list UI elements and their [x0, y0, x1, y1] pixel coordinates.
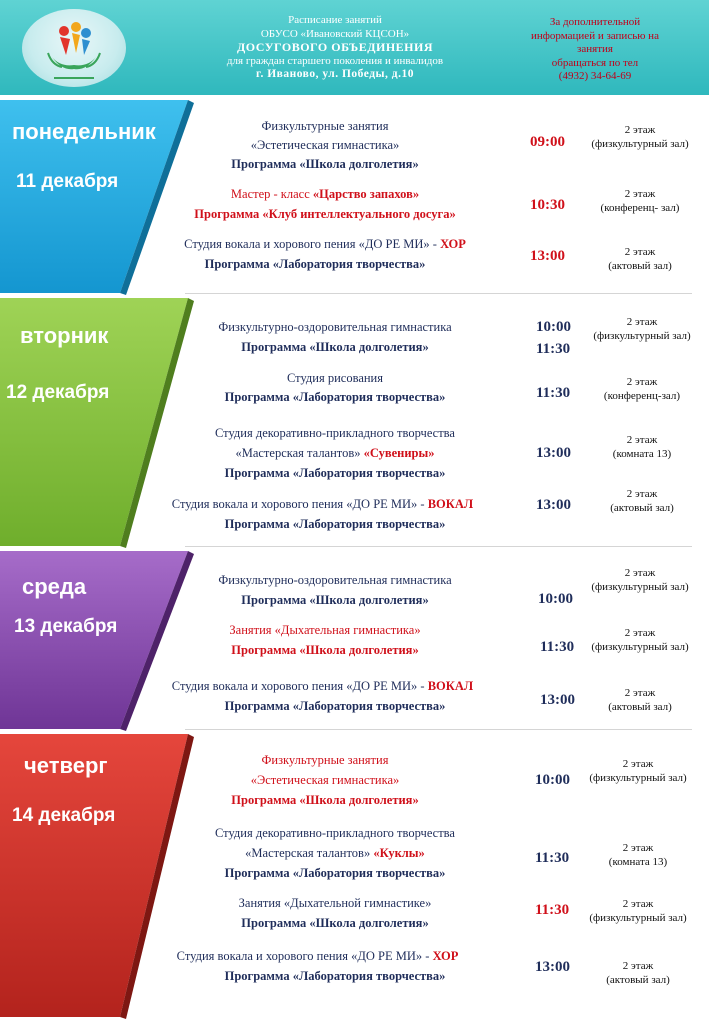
day-date: 13 декабря — [14, 616, 118, 637]
time-slot: 10:00 — [538, 591, 573, 607]
time-slot: 13:00 — [536, 445, 571, 461]
session-line — [185, 446, 485, 461]
location-room: (физкультурный зал) — [591, 581, 689, 593]
location-floor: 2 этаж — [626, 488, 658, 500]
program-line: Программа «Школа долголетия» — [241, 916, 429, 930]
location — [580, 187, 700, 215]
session-text: Студия вокала и хорового пения «ДО РЕ МИ» - — [171, 497, 428, 511]
location-room: (актовый зал) — [606, 974, 670, 986]
location — [582, 375, 702, 403]
location — [580, 686, 700, 714]
program-line: Программа «Школа долголетия» — [231, 643, 419, 657]
program-line: Программа «Лаборатория творчества» — [224, 390, 446, 404]
session-text: «Мастерская талантов» — [235, 446, 364, 460]
day-name: вторник — [20, 323, 109, 348]
program-line: Программа «Школа долголетия» — [231, 157, 419, 171]
divider — [185, 293, 692, 294]
location — [582, 433, 702, 461]
family-hands-icon — [22, 9, 126, 87]
contact-line-4: обращаться по тел — [551, 56, 639, 69]
time-slot: 10:30 — [530, 197, 565, 213]
location-floor: 2 этаж — [624, 188, 656, 200]
session-highlight: ВОКАЛ — [427, 497, 474, 511]
program-line: Программа «Школа долголетия» — [231, 793, 419, 807]
session-highlight: ХОР — [432, 949, 459, 963]
session-text: Студия вокала и хорового пения «ДО РЕ МИ» - — [184, 237, 441, 251]
time-slot: 13:00 — [536, 497, 571, 513]
day-date: 12 декабря — [6, 382, 110, 403]
header-line-5: г. Иваново, ул. Победы, д.10 — [256, 68, 414, 80]
location-room: (физкультурный зал) — [591, 138, 689, 150]
day-band-monday — [0, 97, 700, 295]
session-highlight: «Сувениры» — [363, 446, 435, 460]
header-banner — [0, 0, 709, 95]
session-line — [185, 846, 485, 861]
session-line — [185, 187, 465, 202]
contact-line-1: За дополнительной — [549, 16, 641, 28]
location-room: (комната 13) — [612, 448, 672, 460]
session-line: Занятия «Дыхательной гимнастике» — [238, 896, 432, 910]
location — [582, 487, 702, 515]
location-room: (конференц-зал) — [603, 390, 681, 402]
header-title-block — [180, 14, 490, 82]
header-line-2: ОБУСО «Ивановский КЦСОН» — [260, 27, 410, 40]
location-floor: 2 этаж — [622, 758, 654, 770]
day-band-thursday — [0, 731, 700, 1024]
header-line-4: для граждан старшего поколения и инвалидов — [226, 54, 444, 67]
time-slot: 10:00 — [536, 319, 571, 335]
time-slot: 11:30 — [535, 850, 570, 866]
session-line: Студия декоративно-прикладного творчества — [215, 426, 455, 440]
day-date: 11 декабря — [16, 171, 119, 192]
location-room: (актовый зал) — [608, 260, 672, 272]
time-slot: 11:30 — [535, 902, 570, 918]
location-floor: 2 этаж — [622, 898, 654, 910]
session-line: Физкультурно-оздоровительная гимнастика — [218, 320, 452, 334]
location-floor: 2 этаж — [624, 124, 656, 136]
location-room: (физкультурный зал) — [589, 772, 687, 784]
session-highlight: «Царство запахов» — [312, 187, 420, 201]
location-room: (актовый зал) — [608, 701, 672, 713]
session-text: «Мастерская талантов» — [245, 846, 374, 860]
location-floor: 2 этаж — [622, 842, 654, 854]
program-line: Программа «Лаборатория творчества» — [224, 969, 446, 983]
location — [580, 123, 700, 151]
day-name: понедельник — [12, 119, 156, 144]
divider — [185, 546, 692, 547]
program-line: Программа «Лаборатория творчества» — [224, 699, 446, 713]
session-line: Студия рисования — [286, 371, 383, 385]
time-slot: 13:00 — [530, 248, 565, 264]
program-line: Программа «Лаборатория творчества» — [224, 866, 446, 880]
program-line: Программа «Клуб интеллектуального досуга» — [194, 207, 456, 221]
session-line — [150, 237, 500, 252]
session-highlight: «Куклы» — [373, 846, 425, 860]
location-floor: 2 этаж — [626, 434, 658, 446]
program-line: Программа «Лаборатория творчества» — [224, 517, 446, 531]
location-floor: 2 этаж — [624, 627, 656, 639]
time-slot: 13:00 — [540, 692, 575, 708]
day-band-tuesday — [0, 295, 700, 548]
location-room: (актовый зал) — [610, 502, 674, 514]
organization-logo — [22, 9, 126, 87]
contact-line-2: информацией и записью на — [531, 29, 659, 42]
session-line — [140, 497, 505, 512]
session-highlight: ХОР — [440, 237, 466, 251]
session-line — [140, 949, 495, 964]
location — [580, 626, 700, 654]
location-room: (физкультурный зал) — [591, 641, 689, 653]
location-floor: 2 этаж — [624, 246, 656, 258]
divider — [185, 729, 692, 730]
day-name: среда — [22, 574, 87, 599]
location-floor: 2 этаж — [622, 960, 654, 972]
session-line: Физкультурные занятия — [261, 119, 389, 133]
location — [578, 959, 698, 987]
location-room: (физкультурный зал) — [589, 912, 687, 924]
location-room: (физкультурный зал) — [593, 330, 691, 342]
location-floor: 2 этаж — [624, 687, 656, 699]
time-slot: 09:00 — [530, 134, 565, 150]
location-floor: 2 этаж — [626, 376, 658, 388]
time-slot: 13:00 — [535, 959, 570, 975]
program-line: Программа «Лаборатория творчества» — [204, 257, 426, 271]
session-line — [140, 679, 505, 694]
session-highlight: ВОКАЛ — [427, 679, 474, 693]
day-band-wednesday — [0, 548, 700, 731]
program-line: Программа «Школа долголетия» — [241, 340, 429, 354]
location — [580, 566, 700, 594]
location — [578, 897, 698, 925]
program-line: Программа «Лаборатория творчества» — [224, 466, 446, 480]
day-name: четверг — [24, 753, 108, 778]
time-slot: 11:30 — [536, 385, 571, 401]
session-line: Занятия «Дыхательная гимнастика» — [229, 623, 421, 637]
location-floor: 2 этаж — [626, 316, 658, 328]
location — [582, 315, 702, 343]
contact-line-3: занятия — [577, 43, 613, 55]
session-text: Студия вокала и хорового пения «ДО РЕ МИ» - — [176, 949, 433, 963]
time-slot: 10:00 — [535, 772, 570, 788]
location — [578, 841, 698, 869]
session-text: Студия вокала и хорового пения «ДО РЕ МИ» - — [171, 679, 428, 693]
location — [580, 245, 700, 273]
session-line: Студия декоративно-прикладного творчества — [215, 826, 455, 840]
contact-phone: (4932) 34-64-69 — [558, 70, 632, 82]
location — [578, 757, 698, 785]
session-line: «Эстетическая гимнастика» — [250, 773, 400, 787]
location-room: (комната 13) — [608, 856, 668, 868]
session-text: Мастер - класс — [230, 187, 313, 201]
program-line: Программа «Школа долголетия» — [241, 593, 429, 607]
session-line: «Эстетическая гимнастика» — [250, 138, 400, 152]
time-slot: 11:30 — [540, 639, 575, 655]
session-line: Физкультурно-оздоровительная гимнастика — [218, 573, 452, 587]
location-floor: 2 этаж — [624, 567, 656, 579]
day-date: 14 декабря — [12, 805, 116, 826]
location-room: (конференц- зал) — [600, 202, 680, 214]
time-slot: 11:30 — [536, 341, 571, 357]
header-contact-block — [510, 16, 680, 84]
header-line-1: Расписание занятий — [288, 14, 382, 26]
session-line: Физкультурные занятия — [261, 753, 389, 767]
header-line-3: ДОСУГОВОГО ОБЪЕДИНЕНИЯ — [237, 40, 433, 54]
